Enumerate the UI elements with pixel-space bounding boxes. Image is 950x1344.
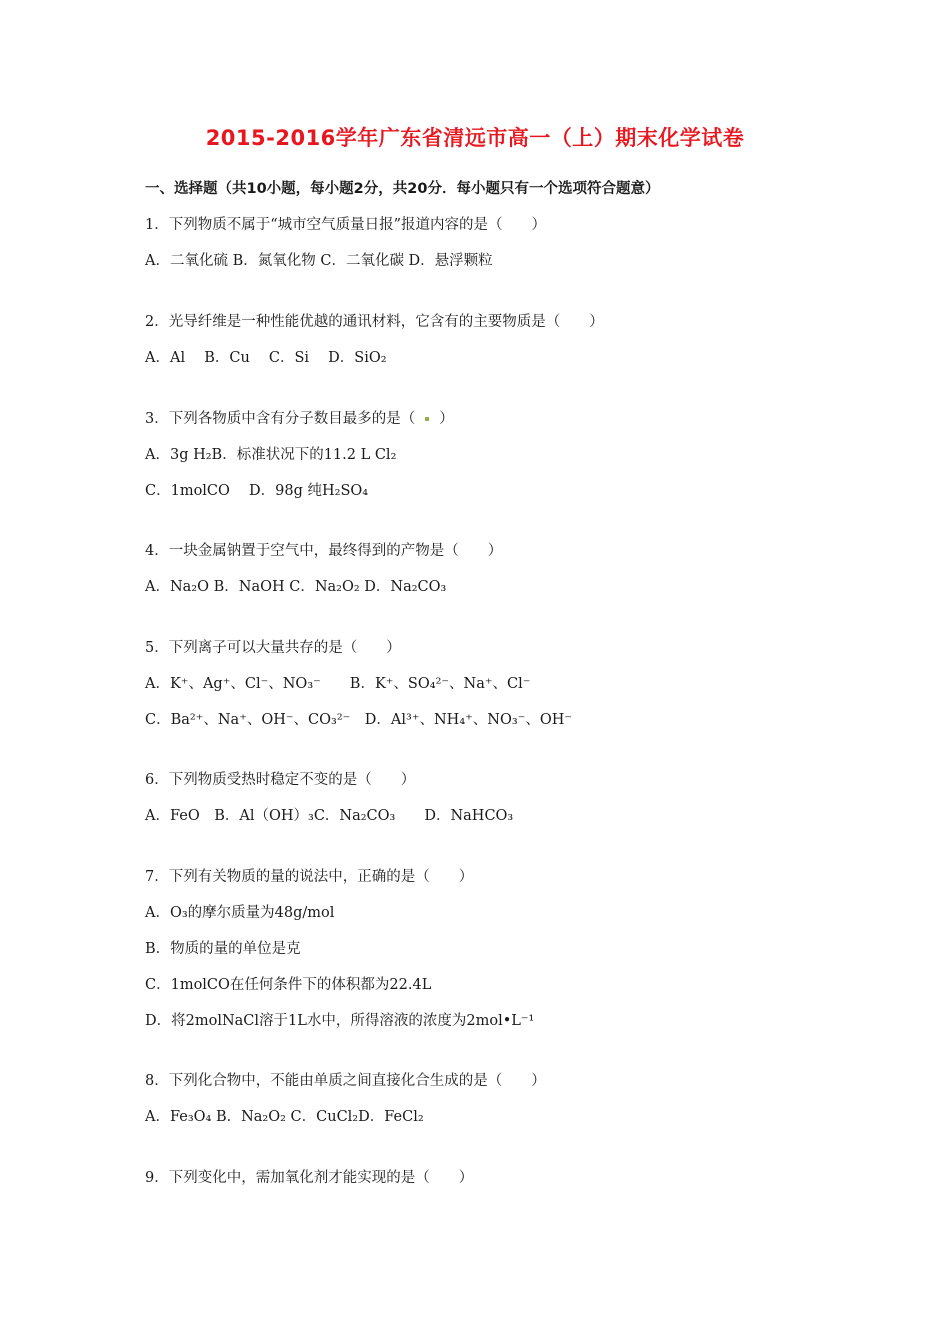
question-4-stem: 4．一块金属钠置于空气中，最终得到的产物是（ ） — [145, 543, 503, 559]
question-3-options-line-2: C．1molCO D．98g 纯H₂SO₄ — [145, 483, 369, 499]
question-5-options-line-1: A．K⁺、Ag⁺、Cl⁻、NO₃⁻ B．K⁺、SO₄²⁻、Na⁺、Cl⁻ — [145, 676, 531, 692]
question-8-options: A．Fe₃O₄ B．Na₂O₂ C．CuCl₂D．FeCl₂ — [145, 1109, 424, 1125]
question-4-options: A．Na₂O B．NaOH C．Na₂O₂ D．Na₂CO₃ — [145, 579, 447, 595]
stray-dot-mark — [425, 417, 429, 421]
question-5-options-line-2: C．Ba²⁺、Na⁺、OH⁻、CO₃²⁻ D．Al³⁺、NH₄⁺、NO₃⁻、OH⁻ — [145, 712, 573, 728]
question-1-stem: 1．下列物质不属于“城市空气质量日报”报道内容的是（ ） — [145, 217, 547, 233]
question-2-stem: 2．光导纤维是一种性能优越的通讯材料，它含有的主要物质是（ ） — [145, 314, 604, 330]
section-heading: 一、选择题（共10小题，每小题2分，共20分．每小题只有一个选项符合题意） — [145, 181, 660, 197]
question-7-option-b: B．物质的量的单位是克 — [145, 941, 301, 957]
question-3-options-line-1: A．3g H₂B．标准状况下的11.2 L Cl₂ — [145, 447, 397, 463]
question-2-options: A．Al B．Cu C．Si D．SiO₂ — [145, 350, 387, 366]
question-6-stem: 6．下列物质受热时稳定不变的是（ ） — [145, 772, 416, 788]
question-7-option-d: D．将2molNaCl溶于1L水中，所得溶液的浓度为2mol•L⁻¹ — [145, 1013, 535, 1029]
question-3-stem-close: ） — [439, 411, 454, 427]
question-1-options: A．二氧化硫 B．氮氧化物 C．二氧化碳 D．悬浮颗粒 — [145, 253, 493, 269]
question-3-stem — [145, 407, 454, 428]
question-3-stem-text: 3．下列各物质中含有分子数目最多的是（ — [145, 411, 416, 427]
question-7-option-c: C．1molCO在任何条件下的体积都为22.4L — [145, 977, 432, 993]
question-7-stem: 7．下列有关物质的量的说法中，正确的是（ ） — [145, 869, 474, 885]
question-7-option-a: A．O₃的摩尔质量为48g/mol — [145, 905, 335, 921]
question-5-stem: 5．下列离子可以大量共存的是（ ） — [145, 640, 401, 656]
question-6-options: A．FeO B．Al（OH）₃C．Na₂CO₃ D．NaHCO₃ — [145, 808, 514, 824]
document-title: 2015-2016学年广东省清远市高一（上）期末化学试卷 — [205, 126, 745, 150]
question-8-stem: 8．下列化合物中，不能由单质之间直接化合生成的是（ ） — [145, 1073, 546, 1089]
question-9-stem: 9．下列变化中，需加氧化剂才能实现的是（ ） — [145, 1170, 474, 1186]
